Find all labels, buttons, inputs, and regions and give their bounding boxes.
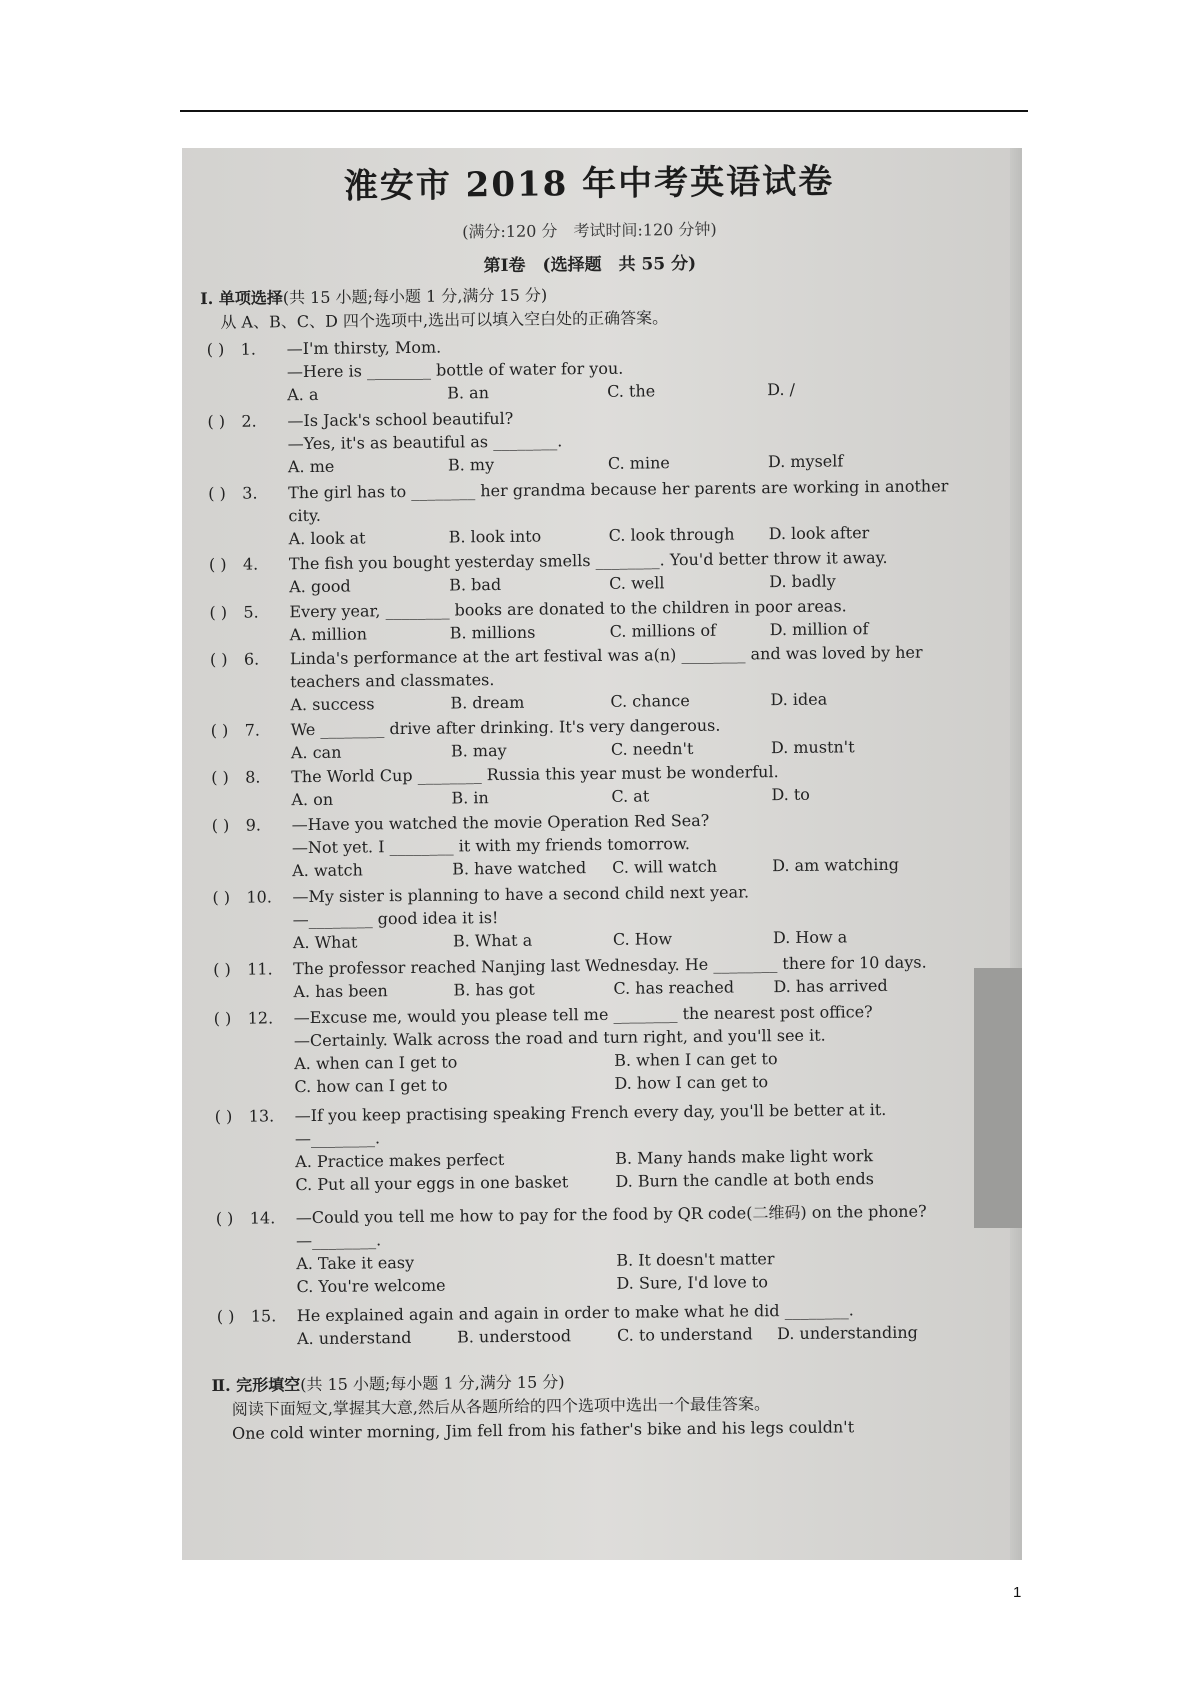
question-number: 10. [246,887,272,907]
option: B. when I can get to [614,1049,778,1070]
option: A. Practice makes perfect [295,1149,505,1172]
option: C. How [612,929,673,949]
question-stem: —I'm thirsty, Mom. [286,337,442,359]
option: C. You're welcome [296,1275,446,1297]
question-number: 1. [240,339,257,359]
option: B. have watched [452,858,587,879]
exam-photo [182,148,1022,1560]
question-stem: Linda's performance at the art festival was a(n) ________ and was loved by her teachers and classmates. [289,642,923,692]
question-stem: —My sister is planning to have a second child next year. [292,882,750,907]
question [196,806,997,883]
option: B. millions [449,622,536,643]
question-stem: We ________ drive after drinking. It's very dangerous. [290,715,721,740]
option: C. will watch [612,856,718,877]
question-stem: —Have you watched the movie Operation Red Sea? [291,810,710,835]
option: C. millions of [609,620,717,641]
question [197,950,997,1004]
question-number: 6. [243,649,260,669]
option: A. success [290,694,375,715]
question-number: 2. [241,411,257,431]
question-stem: —________. [295,1230,382,1251]
option: C. to understand [616,1324,753,1345]
option: A. watch [292,860,363,881]
answer-paren: ( ) [216,1306,235,1326]
question [200,1199,1001,1299]
question [194,640,995,717]
answer-paren: ( ) [213,1008,232,1029]
answer-paren: ( ) [213,959,231,980]
option: D. How a [772,927,848,948]
section1-instruction: 从 A、B、C、D 四个选项中,选出可以填入空白处的正确答案。 [220,308,669,332]
option: A. can [290,742,342,763]
option: D. to [771,784,810,805]
question-stem: The girl has to ________ her grandma because her parents are working in another city. [288,476,949,526]
section1-note: (共 15 小题;每小题 1 分,满分 15 分) [282,285,548,308]
question-stem: —________. [294,1128,381,1149]
option: B. understood [456,1326,572,1347]
answer-paren: ( ) [211,767,229,788]
option: B. has got [453,979,535,1000]
answer-paren: ( ) [211,815,230,836]
option: D. look after [768,523,870,544]
option: C. Put all your eggs in one basket [295,1172,569,1195]
question [201,1297,1001,1351]
options [296,1245,1000,1298]
option: B. look into [448,526,542,547]
option: D. idea [770,689,828,710]
question [196,878,997,955]
option: D. badly [769,571,836,592]
question-stem: —Is Jack's school beautiful? [287,408,514,431]
option: C. the [607,381,656,401]
option: B. bad [449,574,502,595]
section2-instruction: 阅读下面短文,掌握其大意,然后从各题所给的四个选项中选出一个最佳答案。 [231,1394,771,1419]
question-number: 12. [247,1008,274,1028]
question [195,758,995,812]
question [198,999,999,1099]
option: D. how I can get to [614,1072,769,1093]
option: A. million [289,624,368,645]
question-number: 8. [245,767,261,787]
options [294,1045,998,1098]
question-list [191,330,1002,1351]
option: C. mine [607,453,670,473]
question-stem: —________ good idea it is! [292,908,499,930]
question [191,330,992,407]
option: B. It doesn't matter [616,1249,775,1270]
question-stem: The fish you bought yesterday smells ________. You'd better throw it away. [288,547,888,574]
option: D. Burn the candle at both ends [615,1169,875,1191]
option: A. What [292,932,358,953]
option: B. in [451,788,489,808]
header-rule [180,110,1028,112]
option: A. good [289,576,351,597]
option: A. Take it easy [296,1252,415,1274]
option: A. when can I get to [294,1052,458,1074]
option: D. mustn't [770,737,855,758]
question [191,402,992,479]
answer-paren: ( ) [206,339,225,360]
question [193,545,993,599]
question-number: 7. [244,720,261,740]
question-number: 4. [242,554,259,574]
option: A. a [287,384,319,405]
option: C. how can I get to [294,1075,448,1097]
option: C. chance [610,691,690,711]
question-stem: —Excuse me, would you please tell me ________ the nearest post office? [293,1002,873,1028]
section2 [211,1366,1002,1446]
answer-paren: ( ) [208,554,227,575]
option: D. has arrived [773,975,888,997]
section2-passage: One cold winter morning, Jim fell from his father's bike and his legs couldn't [231,1417,855,1443]
question-stem: —If you keep practising speaking French every day, you'll be better at it. [294,1099,887,1126]
option: C. at [611,786,650,806]
question-stem: —Certainly. Walk across the road and turn right, and you'll see it. [293,1025,826,1051]
question-stem: The World Cup ________ Russia this year must be wonderful. [291,762,779,787]
option: A. on [291,789,334,810]
photo-edge [1010,148,1022,1560]
option: C. well [609,573,665,593]
answer-paren: ( ) [212,887,231,908]
options [295,1143,999,1196]
option: D. am watching [772,854,900,876]
question-number: 9. [245,815,262,835]
question-stem: —Yes, it's as beautiful as ________. [287,431,563,454]
answer-paren: ( ) [210,720,229,741]
option: D. million of [769,619,869,640]
question-number: 14. [249,1208,276,1228]
question-number: 11. [247,959,273,979]
option: B. What a [452,930,533,951]
question-number: 13. [248,1106,275,1126]
exam-subtitle: (满分:120 分 考试时间:120 分钟) [462,219,717,242]
option: A. me [287,456,335,477]
question-stem: Every year, ________ books are donated to the children in poor areas. [289,596,847,622]
option: B. dream [450,692,525,713]
option: A. has been [293,981,388,1002]
section1-title: Ⅰ. 单项选择 [200,288,283,309]
option: C. look through [608,524,735,545]
option: D. myself [767,451,844,472]
option: D. / [767,379,796,400]
option: D. Sure, I'd love to [616,1272,769,1293]
option: A. understand [296,1327,412,1349]
answer-paren: ( ) [208,483,226,504]
question-stem: —Not yet. I ________ it with my friends tomorrow. [291,834,690,858]
question [199,1097,1000,1197]
question-number: 5. [243,602,259,622]
part-header: 第Ⅰ卷 (选择题 共 55 分) [483,253,697,277]
option: A. look at [288,528,366,549]
page-number: 1 [1013,1584,1022,1601]
question-stem: He explained again and again in order to make what he did ________. [296,1300,854,1326]
question-stem: The professor reached Nanjing last Wednesday. He ________ there for 10 days. [293,952,927,979]
option: C. needn't [610,738,694,759]
option: C. has reached [613,977,735,998]
option: B. an [447,383,490,403]
answer-paren: ( ) [214,1106,233,1127]
answer-paren: ( ) [215,1208,234,1229]
question [195,711,995,765]
section1-heading [200,282,547,309]
option: B. may [450,740,507,761]
question-number: 15. [250,1306,277,1326]
answer-paren: ( ) [209,602,228,623]
question-stem: —Here is ________ bottle of water for you. [286,358,624,382]
question-number: 3. [242,483,258,503]
answer-paren: ( ) [209,649,228,670]
answer-paren: ( ) [207,411,226,432]
question-stem: —Could you tell me how to pay for the food by QR code(二维码) on the phone? [295,1201,927,1228]
section2-note: (共 15 小题;每小题 1 分,满分 15 分) [300,1372,565,1395]
question [193,593,993,647]
exam-title: 淮安市 2018 年中考英语试卷 [343,161,835,207]
section2-title: Ⅱ. 完形填空 [211,1375,301,1396]
option: B. Many hands make light work [615,1146,874,1168]
question [192,474,993,551]
option: D. understanding [776,1322,918,1344]
exam-content [189,148,1004,1560]
option: B. my [447,455,495,475]
